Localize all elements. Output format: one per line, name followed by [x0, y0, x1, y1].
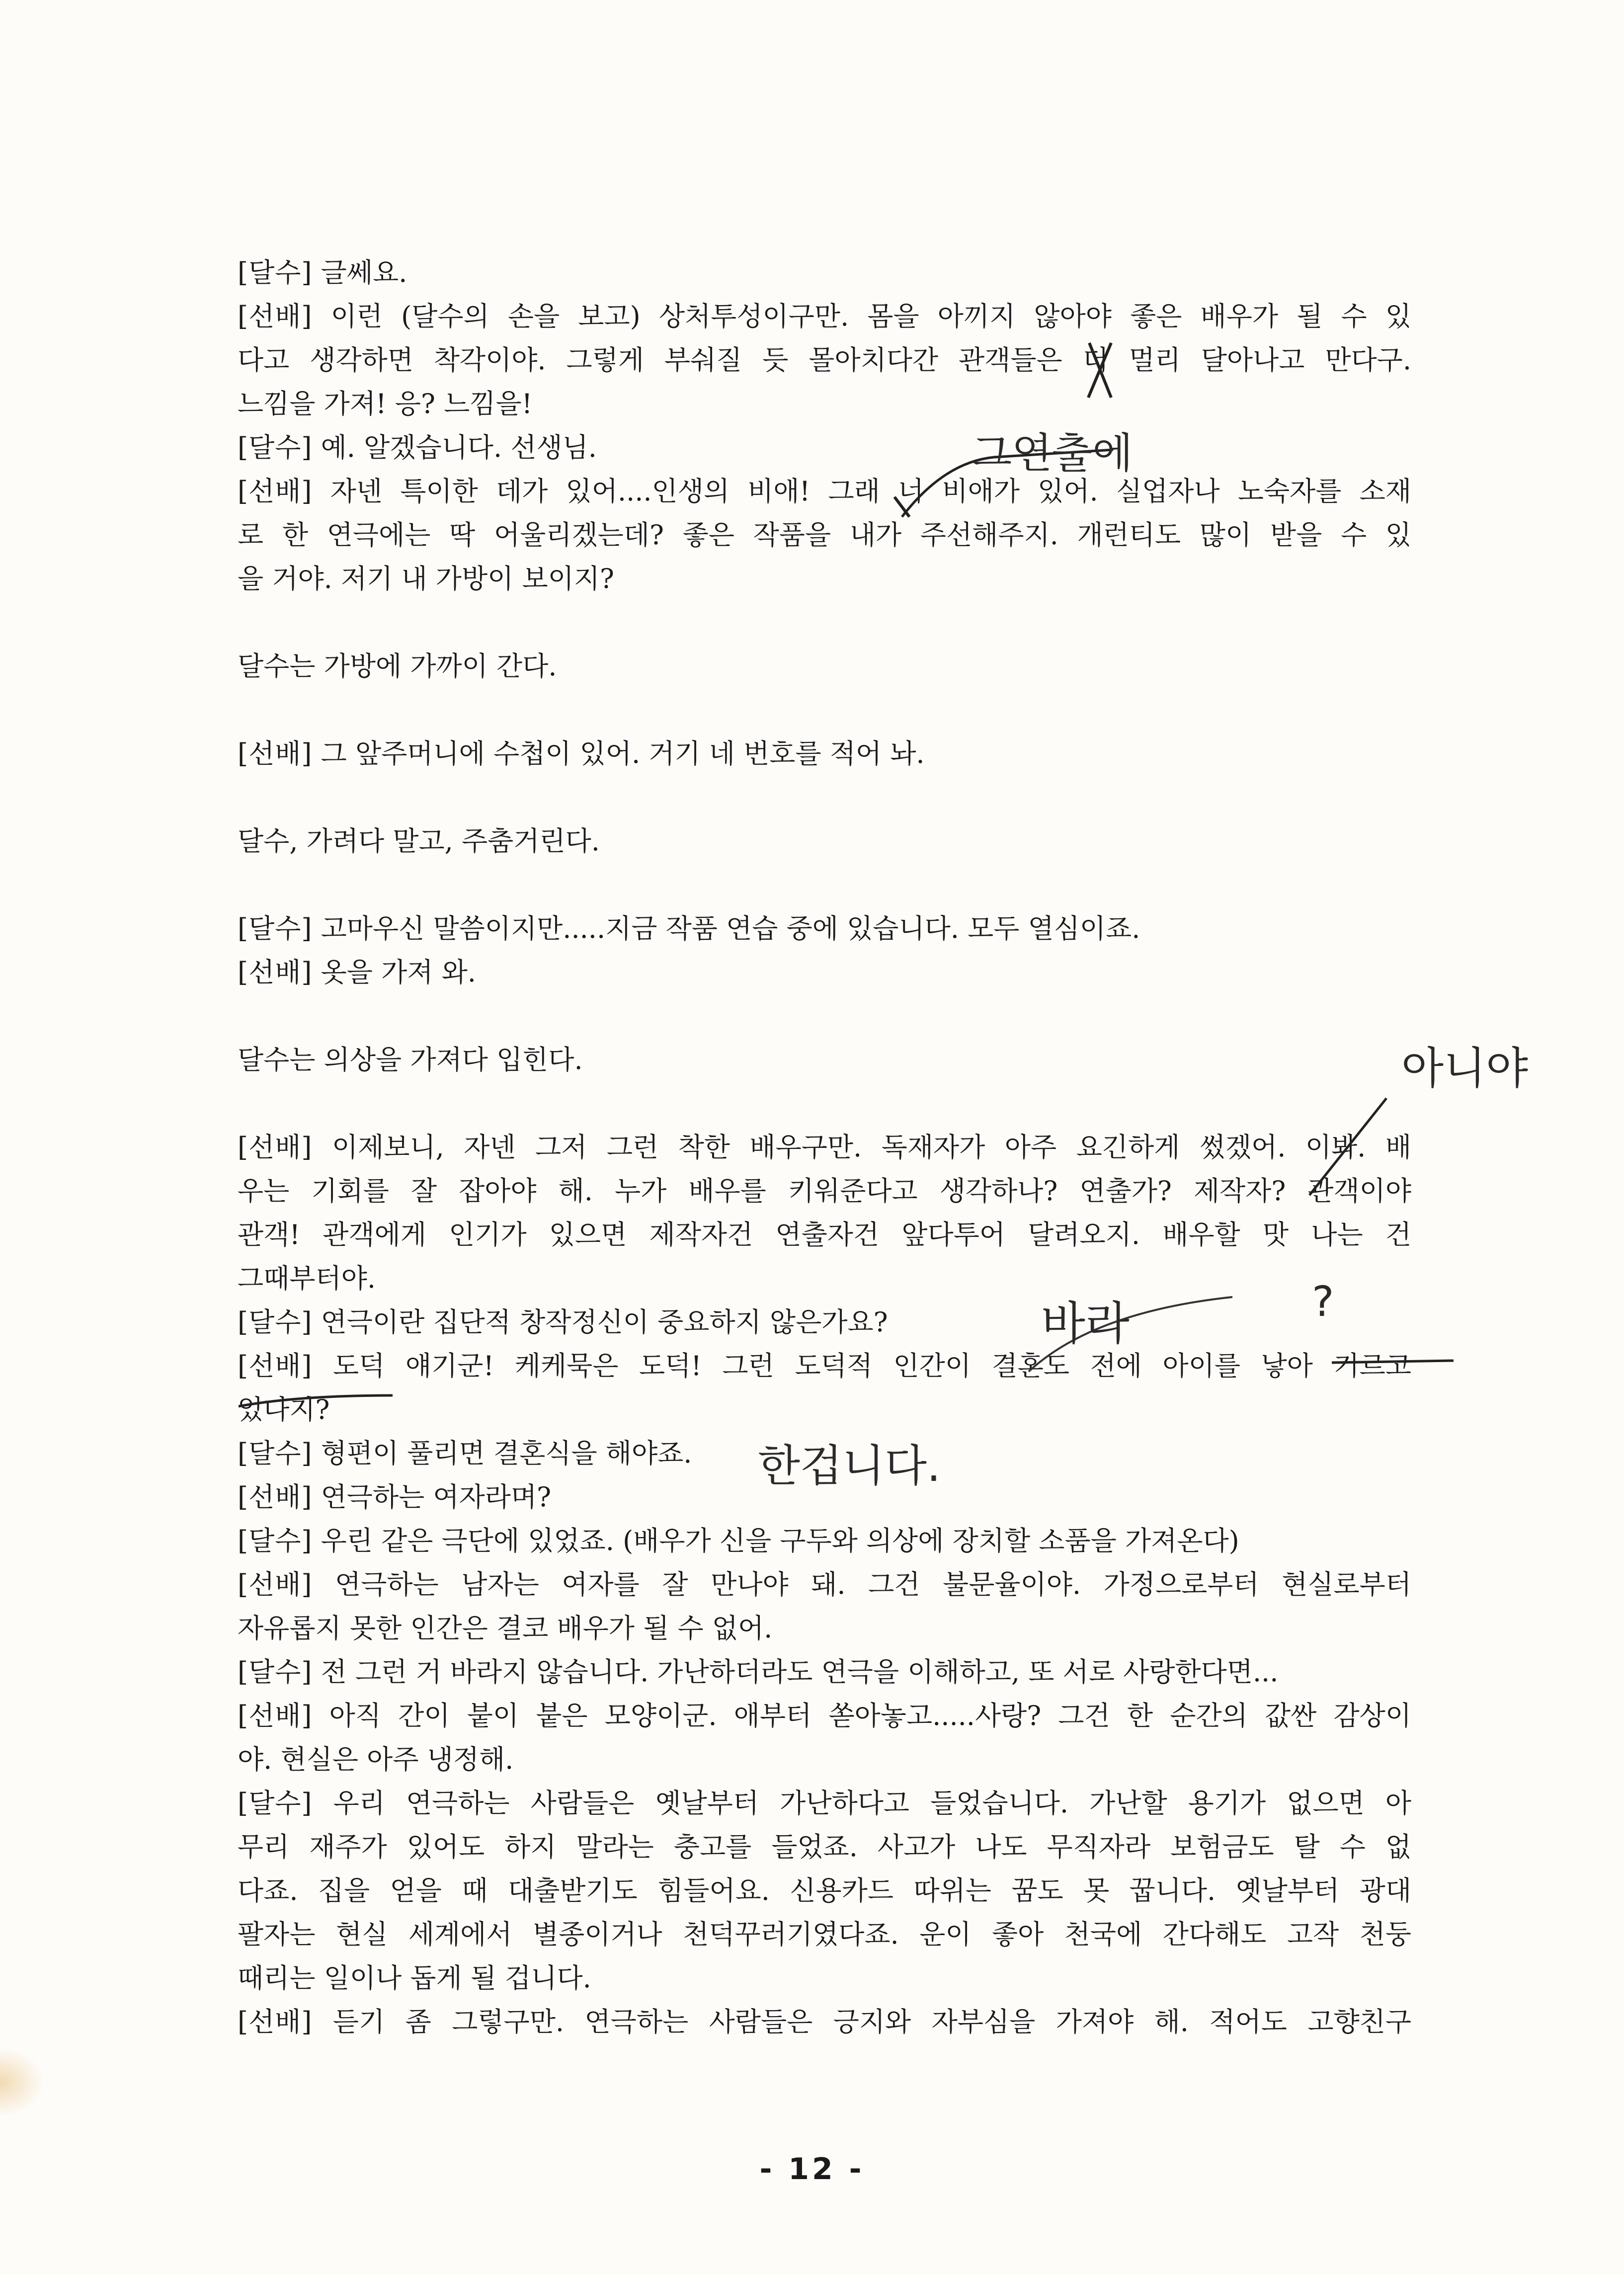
line-text: 달수는 가방에 가까이 간다. — [238, 650, 557, 682]
page-number: - 12 - — [759, 2152, 865, 2187]
line-text: 때리는 일이나 돕게 될 겁니다. — [238, 1962, 591, 1994]
stage-direction — [238, 1038, 1411, 1082]
dialogue-continuation — [238, 1738, 1411, 1782]
line-text: 다죠. 집을 얻을 때 대출받기도 힘들어요. 신용카드 따위는 꿈도 못 꿉니다. 옛날부터 광대 — [238, 1875, 1411, 1906]
blank-line — [238, 688, 1411, 732]
line-text: 연극하는 남자는 여자를 잘 만나야 돼. 그건 불문율이야. 가정으로부터 현실로부터 — [335, 1569, 1411, 1600]
speaker-label: [달수] — [238, 913, 313, 944]
blank-line — [238, 994, 1411, 1038]
line-text: 도덕 얘기군! 케케묵은 도덕! 그런 도덕적 인간이 결혼도 전에 아이를 낳아 기르고 — [333, 1350, 1411, 1381]
dialogue-line — [238, 1650, 1411, 1694]
line-text: 형편이 풀리면 결혼식을 해야죠. — [321, 1438, 692, 1469]
line-text: 우리 연극하는 사람들은 옛날부터 가난하다고 들었습니다. 가난할 용기가 없으면 아 — [333, 1788, 1411, 1819]
line-text: 그 앞주머니에 수첩이 있어. 거기 네 번호를 적어 놔. — [321, 738, 925, 769]
dialogue-continuation — [238, 513, 1411, 557]
handwritten-note: 바라 — [1041, 1297, 1130, 1350]
dialogue-continuation — [238, 1825, 1411, 1869]
dialogue-continuation — [238, 382, 1411, 426]
blank-line — [238, 776, 1411, 819]
dialogue-line — [238, 1563, 1411, 1607]
line-text: 우는 기회를 잘 잡아야 해. 누가 배우를 키워준다고 생각하나? 연출가? 제작자? 관객이야 — [238, 1175, 1411, 1207]
speaker-label: [선배] — [238, 1132, 313, 1163]
handwritten-note: ? — [1312, 1277, 1334, 1326]
dialogue-continuation — [238, 338, 1411, 382]
blank-line — [238, 1082, 1411, 1126]
line-text: 무리 재주가 있어도 하지 말라는 충고를 들었죠. 사고가 나도 무직자라 보험금도 탈 수 없 — [238, 1831, 1411, 1863]
handwritten-note: 한겁니다. — [758, 1440, 941, 1491]
dialogue-continuation — [238, 1869, 1411, 1913]
line-text: 우린 같은 극단에 있었죠. (배우가 신을 구두와 의상에 장치할 소품을 가져온다) — [321, 1525, 1239, 1556]
dialogue-continuation — [238, 1257, 1411, 1300]
blank-line — [238, 601, 1411, 645]
dialogue-line — [238, 907, 1411, 951]
line-text: 관객! 관객에게 인기가 있으면 제작자건 연출자건 앞다투어 달려오지. 배우할 맛 나는 건 — [238, 1219, 1411, 1250]
dialogue-line — [238, 470, 1411, 513]
line-text: 야. 현실은 아주 냉정해. — [238, 1744, 514, 1775]
line-text: 로 한 연극에는 딱 어울리겠는데? 좋은 작품을 내가 주선해주지. 개런티도 많이 받을 수 있 — [238, 519, 1411, 551]
speaker-label: [선배] — [238, 1350, 313, 1381]
handwritten-note: 아니야 — [1401, 1043, 1529, 1094]
speaker-label: [달수] — [238, 1656, 313, 1688]
dialogue-continuation — [238, 1388, 1411, 1432]
speaker-label: [선배] — [238, 476, 313, 507]
speaker-label: [선배] — [238, 1700, 313, 1731]
speaker-label: [선배] — [238, 301, 313, 332]
line-text: 달수, 가려다 말고, 주춤거린다. — [238, 825, 600, 857]
line-text: 연극하는 여자라며? — [321, 1481, 552, 1513]
line-text: 아직 간이 붙이 붙은 모양이군. 애부터 쏟아놓고.....사랑? 그건 한 순간의 값싼 감상이 — [329, 1700, 1411, 1731]
dialogue-continuation — [238, 1607, 1411, 1650]
speaker-label: [선배] — [238, 2006, 313, 2037]
stage-direction — [238, 819, 1411, 863]
speaker-label: [달수] — [238, 1306, 313, 1338]
dialogue-line — [238, 2000, 1411, 2044]
speaker-label: [달수] — [238, 257, 313, 288]
dialogue-line — [238, 251, 1411, 295]
dialogue-line — [238, 732, 1411, 776]
dialogue-line — [238, 1300, 1411, 1344]
dialogue-line — [238, 951, 1411, 994]
line-text: 그때부터야. — [238, 1263, 376, 1294]
line-text: 듣기 좀 그렇구만. 연극하는 사람들은 긍지와 자부심을 가져야 해. 적어도 고향친구 — [332, 2006, 1411, 2037]
line-text: 자넨 특이한 데가 있어....인생의 비애! 그래 너 비애가 있어. 실업자나 노숙자를 소재 — [330, 476, 1411, 507]
dialogue-line — [238, 1126, 1411, 1169]
line-text: 있다지? — [238, 1394, 330, 1425]
line-text: 글쎄요. — [321, 257, 407, 288]
line-text: 예. 알겠습니다. 선생님. — [321, 432, 597, 463]
dialogue-line — [238, 1344, 1411, 1388]
line-text: 느낌을 가져! 응? 느낌을! — [238, 388, 533, 419]
dialogue-line — [238, 1694, 1411, 1738]
speaker-label: [달수] — [238, 432, 313, 463]
line-text: 옷을 가져 와. — [321, 957, 476, 988]
dialogue-line — [238, 1519, 1411, 1563]
dialogue-continuation — [238, 1213, 1411, 1257]
dialogue-continuation — [238, 1913, 1411, 1956]
dialogue-line — [238, 1782, 1411, 1825]
speaker-label: [선배] — [238, 738, 313, 769]
line-text: 다고 생각하면 착각이야. 그렇게 부숴질 듯 몰아치다간 관객들은 더 멀리 달아나고 만다구. — [238, 344, 1411, 376]
line-text: 이제보니, 자넨 그저 그런 착한 배우구만. 독재자가 아주 요긴하게 썼겠어. 이봐. 배 — [331, 1132, 1411, 1163]
line-text: 자유롭지 못한 인간은 결코 배우가 될 수 없어. — [238, 1613, 773, 1644]
script-body — [238, 251, 1411, 2044]
dialogue-continuation — [238, 1956, 1411, 2000]
speaker-label: [선배] — [238, 1569, 313, 1600]
speaker-label: [선배] — [238, 957, 313, 988]
dialogue-line — [238, 295, 1411, 338]
blank-line — [238, 863, 1411, 907]
speaker-label: [달수] — [238, 1788, 313, 1819]
line-text: 을 거야. 저기 내 가방이 보이지? — [238, 563, 614, 594]
line-text: 연극이란 집단적 창작정신이 중요하지 않은가요? — [321, 1306, 888, 1338]
line-text: 달수는 의상을 가져다 입힌다. — [238, 1044, 583, 1075]
paper-stain — [0, 2047, 45, 2117]
speaker-label: [선배] — [238, 1481, 313, 1513]
dialogue-continuation — [238, 1169, 1411, 1213]
speaker-label: [달수] — [238, 1438, 313, 1469]
speaker-label: [달수] — [238, 1525, 313, 1556]
stage-direction — [238, 645, 1411, 688]
dialogue-line — [238, 426, 1411, 470]
line-text: 이런 (달수의 손을 보고) 상처투성이구만. 몸을 아끼지 않아야 좋은 배우가 될 수 있 — [330, 301, 1411, 332]
line-text: 고마우신 말씀이지만.....지금 작품 연습 중에 있습니다. 모두 열심이죠. — [321, 913, 1140, 944]
handwritten-note: 그연출에 — [972, 429, 1133, 478]
line-text: 전 그런 거 바라지 않습니다. 가난하더라도 연극을 이해하고, 또 서로 사랑한다면... — [321, 1656, 1279, 1688]
line-text: 팔자는 현실 세계에서 별종이거나 천덕꾸러기였다죠. 운이 좋아 천국에 간다해도 고작 천둥 — [238, 1919, 1411, 1950]
dialogue-continuation — [238, 557, 1411, 601]
